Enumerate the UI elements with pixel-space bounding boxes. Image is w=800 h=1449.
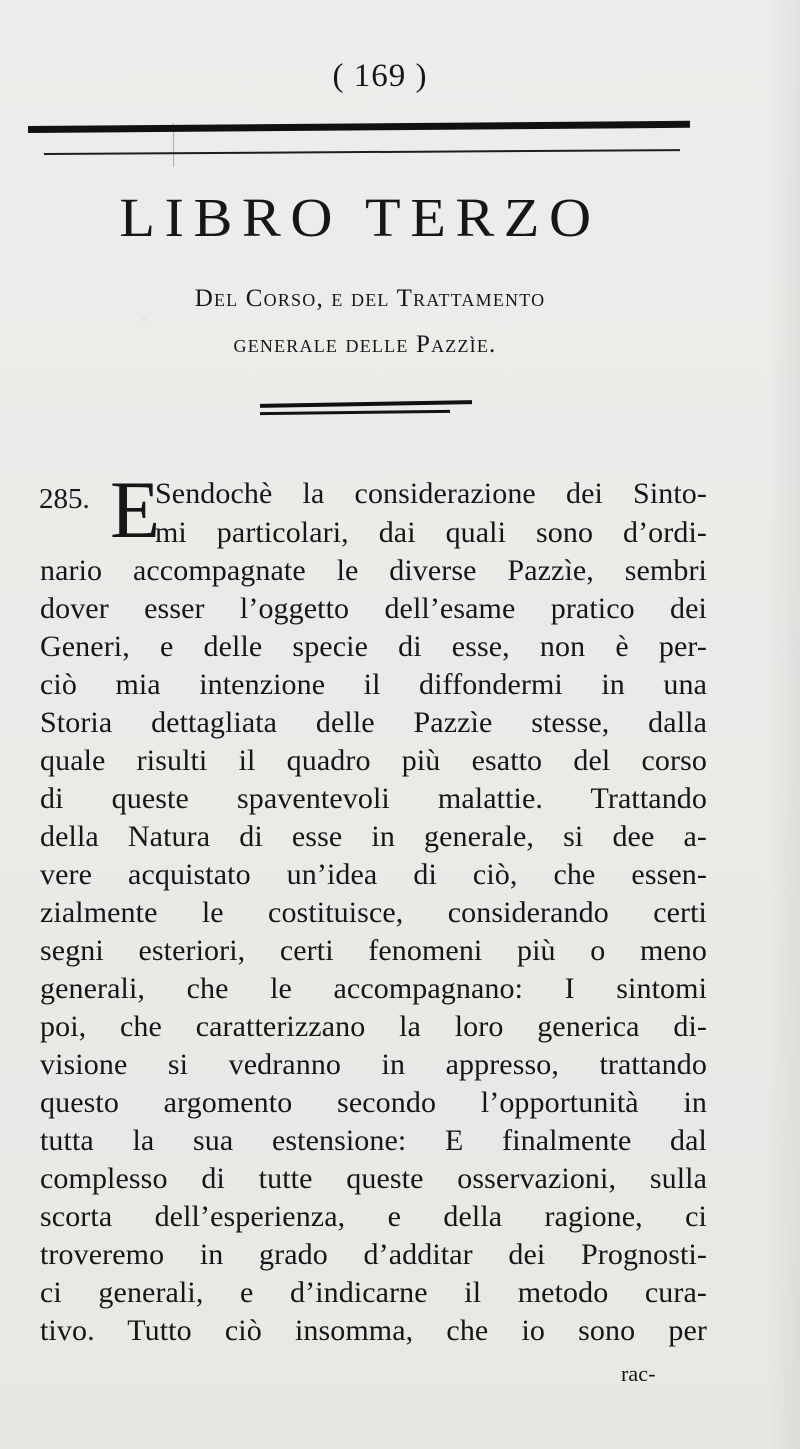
body-text-line: visione si vedranno in appresso, trattando <box>40 1048 707 1081</box>
page-number: ( 169 ) <box>332 58 428 94</box>
body-text-line: nario accompagnate le diverse Pazzìe, sembri <box>40 554 707 587</box>
body-text-line: Generi, e delle specie di esse, non è per- <box>40 630 707 663</box>
chapter-subtitle-line-1: Del Corso, e del Trattamento <box>194 285 546 312</box>
body-text-line: Storia dettagliata delle Pazzìe stesse, dalla <box>40 706 707 739</box>
body-text-line: mi particolari, dai quali sono d’ordi- <box>155 516 707 549</box>
body-text-line: Sendochè la considerazione dei Sinto- <box>155 477 707 510</box>
book-title: LIBRO TERZO <box>119 187 601 248</box>
chapter-subtitle-line-2: generale delle Pazzìe. <box>233 331 497 358</box>
body-text-line: della Natura di esse in generale, si dee a- <box>40 820 707 853</box>
body-text-line: tivo. Tutto ciò insomma, che io sono per <box>40 1314 707 1347</box>
body-text-line: quale risulti il quadro più esatto del corso <box>40 744 707 777</box>
drop-cap-letter: E <box>110 464 161 555</box>
body-text-line: scorta dell’esperienza, e della ragione, ci <box>40 1200 707 1233</box>
body-text-line: vere acquistato un’idea di ciò, che essen- <box>40 858 707 891</box>
body-text-line: tutta la sua estensione: E finalmente dal <box>40 1124 707 1157</box>
body-text-line: questo argomento secondo l’opportunità in <box>40 1086 707 1119</box>
section-number: 285. <box>39 483 90 515</box>
body-text-line: troveremo in grado d’additar dei Prognosti- <box>40 1238 707 1271</box>
body-text-line: ci generali, e d’indicarne il metodo cura- <box>40 1276 707 1309</box>
catchword: rac- <box>621 1361 656 1386</box>
body-text-line: zialmente le costituisce, considerando certi <box>40 896 707 929</box>
body-text-line: generali, che le accompagnano: I sintomi <box>40 972 707 1005</box>
body-text-line: di queste spaventevoli malattie. Trattando <box>40 782 707 815</box>
body-text-line: segni esteriori, certi fenomeni più o meno <box>40 934 707 967</box>
body-text-line: poi, che caratterizzano la loro generica di- <box>40 1010 707 1043</box>
body-text-line: ciò mia intenzione il diffondermi in una <box>40 668 707 701</box>
body-text-line: dover esser l’oggetto dell’esame pratico dei <box>40 592 707 625</box>
body-text-line: complesso di tutte queste osservazioni, sulla <box>40 1162 707 1195</box>
